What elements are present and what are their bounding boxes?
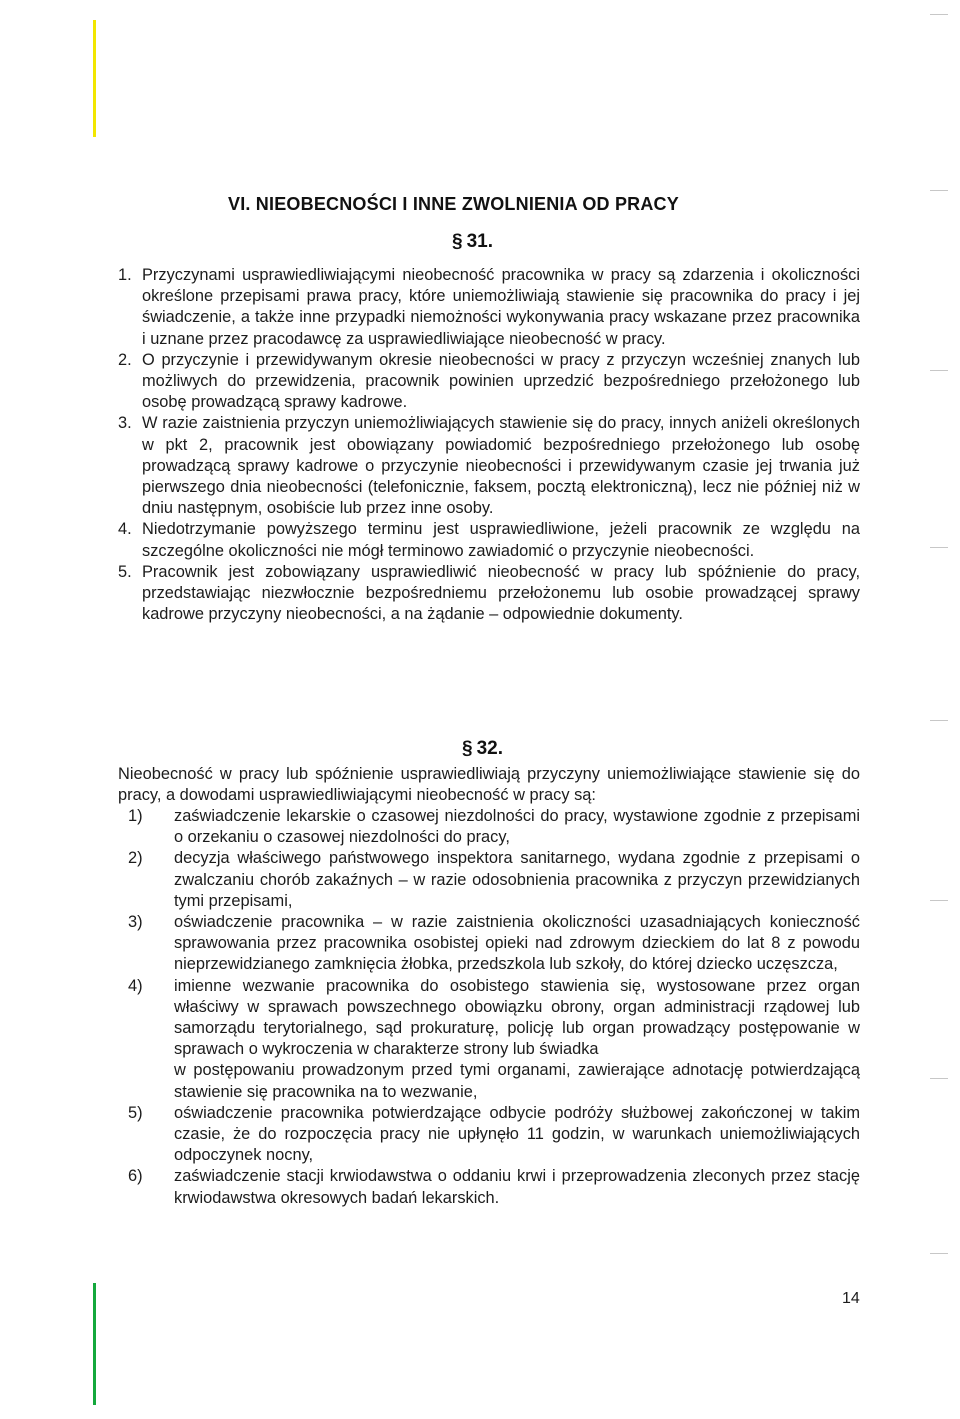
list-item xyxy=(118,912,860,976)
section-32-list xyxy=(118,806,860,1209)
section-symbol: § xyxy=(452,231,463,252)
margin-mark xyxy=(930,547,948,548)
list-item xyxy=(118,1166,860,1208)
green-margin-bar xyxy=(93,1283,96,1405)
list-item xyxy=(118,1103,860,1167)
list-item xyxy=(118,848,860,912)
margin-mark xyxy=(930,14,948,15)
item-text-continued: w postępowaniu prowadzonym przed tymi organami, zawierające adnotację potwierdzającą stawienie się pracownika na to wezwanie, xyxy=(174,1061,860,1101)
chapter-title: VI. NIEOBECNOŚCI I INNE ZWOLNIENIA OD PRACY xyxy=(228,194,679,214)
list-item xyxy=(118,519,860,561)
section-symbol: § xyxy=(462,738,473,759)
section-number: 32. xyxy=(476,738,503,759)
item-text: imienne wezwanie pracownika do osobistego stawienia się, wystosowane przez organ właściwy w sprawach powszechnego obowiązku obrony, organ administracji rządowej lub samorządu terytorialnego, sąd prokuraturę, policję lub organ prowadzący postępowanie w sprawach o wykroczenia w charakterze strony lub świadka xyxy=(174,976,860,1059)
section-heading-31 xyxy=(452,231,493,253)
section-32-intro: Nieobecność w pracy lub spóźnienie usprawiedliwiają przyczyny uniemożliwiające stawienie się do pracy, a dowodami usprawiedliwiającymi nieobecność w pracy są: xyxy=(118,765,860,805)
item-number: 3. xyxy=(118,414,132,433)
item-number: 3) xyxy=(128,913,143,932)
item-text: zaświadczenie lekarskie o czasowej niezdolności do pracy, wystawione zgodnie z przepisami o orzekaniu o czasowej niezdolności do pracy, xyxy=(174,807,860,847)
item-text: Niedotrzymanie powyższego terminu jest usprawiedliwione, jeżeli pracownik ze względu na szczególne okoliczności nie mógł terminowo zawiadomić o przyczynie nieobecności. xyxy=(142,520,860,560)
margin-mark xyxy=(930,190,948,191)
list-item xyxy=(118,562,860,626)
item-text: decyzja właściwego państwowego inspektora sanitarnego, wydana zgodnie z przepisami o zwalczaniu chorób zakaźnych – w razie odosobnienia pracownika z przyczyn przewidzianych tymi przepisami, xyxy=(174,849,860,910)
section-31-list xyxy=(118,265,860,625)
margin-mark xyxy=(930,1078,948,1079)
list-item xyxy=(118,265,860,350)
section-heading-32 xyxy=(462,738,503,760)
item-number: 5) xyxy=(128,1103,143,1122)
item-number: 5. xyxy=(118,562,132,581)
margin-mark xyxy=(930,1253,948,1254)
item-number: 4. xyxy=(118,520,132,539)
margin-mark xyxy=(930,720,948,721)
list-item xyxy=(118,350,860,414)
item-text: O przyczynie i przewidywanym okresie nieobecności w pracy z przyczyn wcześniej znanych lub możliwych do przewidzenia, pracownik powinien uprzedzić bezpośredniego przełożonego lub osobę prowadzącą sprawy kadrowe. xyxy=(142,350,860,412)
margin-mark xyxy=(930,900,948,901)
item-text: Pracownik jest zobowiązany usprawiedliwić nieobecność w pracy lub spóźnienie do pracy, przedstawiając niezwłocznie bezpośredniemu przełożonemu lub osobie prowadzącej sprawy kadrowe przyczyny nieobecności, a na żądanie – odpowiednie dokumenty. xyxy=(142,562,860,624)
item-number: 2) xyxy=(128,849,143,868)
item-text: W razie zaistnienia przyczyn uniemożliwiających stawienie się do pracy, innych aniżeli określonych w pkt 2, pracownik jest obowiązany powiadomić bezpośredniego przełożonego lub osobę prowadzącą sprawy kadrowe o przyczynie nieobecności i przewidywanym czasie jej trwania już pierwszego dnia nieobecności (telefonicznie, faksem, pocztą elektroniczną), lecz nie później niż w dniu następnym, osobiście lub przez inne osoby. xyxy=(142,414,860,518)
item-text-group xyxy=(174,976,860,1103)
page-number: 14 xyxy=(842,1290,860,1307)
list-item xyxy=(118,806,860,848)
yellow-margin-bar xyxy=(93,20,96,137)
section-number: 31. xyxy=(466,231,493,252)
item-number: 1) xyxy=(128,807,143,825)
item-text: oświadczenie pracownika – w razie zaistnienia okoliczności uzasadniających konieczność sprawowania przez pracownika osobistej opieki nad zdrowym dzieckiem do lat 8 z powodu nieprzewidzianego zamknięcia żłobka, przedszkola lub szkoły, do której dziecko uczęszcza, xyxy=(174,913,860,974)
item-text: Przyczynami usprawiedliwiającymi nieobecność pracownika w pracy są zdarzenia i okoliczności określone przepisami prawa pracy, które uniemożliwiają stawienie się pracownika do pracy i jej świadczenie, a także inne przypadki niemożności wykonywania pracy wskazane przez pracownika i uznane przez pracodawcę za usprawiedliwiające nieobecność w pracy. xyxy=(142,266,860,348)
list-item xyxy=(118,413,860,519)
margin-mark xyxy=(930,370,948,371)
item-text: zaświadczenie stacji krwiodawstwa o oddaniu krwi i przeprowadzenia zleconych przez stację krwiodawstwa okresowych badań lekarskich. xyxy=(174,1167,860,1207)
item-number: 1. xyxy=(118,266,132,284)
list-item xyxy=(118,976,860,1103)
item-number: 2. xyxy=(118,350,132,369)
item-number: 6) xyxy=(128,1167,143,1186)
item-number: 4) xyxy=(128,976,143,995)
item-text: oświadczenie pracownika potwierdzające odbycie podróży służbowej zakończonej w takim czasie, że do rozpoczęcia pracy nie upłynęło 11 godzin, w warunkach uniemożliwiających odpoczynek nocny, xyxy=(174,1103,860,1165)
